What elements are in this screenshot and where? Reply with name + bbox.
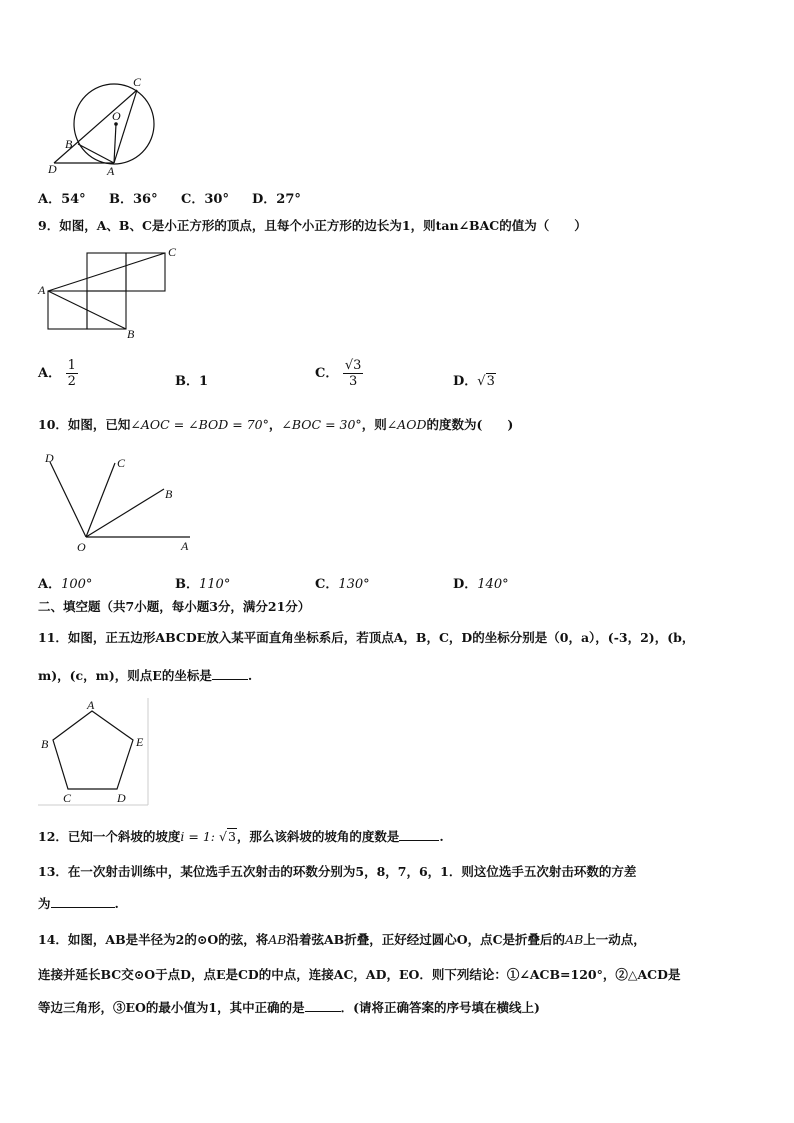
q14-arc-2: AB bbox=[565, 932, 584, 947]
q9-option-a-prefix: A． bbox=[38, 366, 62, 381]
section-2-heading: 二、填空题（共7小题，每小题3分，满分21分） bbox=[38, 599, 311, 614]
q10-label-C: C bbox=[117, 456, 126, 470]
q8-option-c[interactable]: C．30° bbox=[181, 192, 229, 207]
q13-line-2: 为 . bbox=[38, 896, 119, 911]
q9-option-b[interactable]: B．1 bbox=[175, 374, 209, 389]
q9-option-a-denominator: 2 bbox=[67, 374, 76, 389]
q13-line-1: 13．在一次射击训练中，某位选手五次射击的环数分别为5，8，7，6，1．则这位选手五次射击环数的方差 bbox=[38, 864, 637, 879]
q14-answer-blank[interactable] bbox=[305, 999, 341, 1012]
q10-option-b[interactable]: B．110° bbox=[175, 577, 231, 592]
q9-label-C: C bbox=[168, 245, 177, 259]
q10-option-a[interactable]: A．100° bbox=[38, 577, 93, 592]
q9-line-AC bbox=[48, 253, 165, 291]
q10-option-d[interactable]: D．140° bbox=[453, 577, 509, 592]
q14-line-3: 等边三角形，③EO的最小值为1，其中正确的是 ．(请将正确答案的序号填在横线上) bbox=[38, 1000, 540, 1015]
q10-label-A: A bbox=[181, 539, 189, 553]
q8-label-C: C bbox=[133, 75, 142, 89]
q11-line-2: m)，(c，m)，则点E的坐标是 . bbox=[38, 668, 253, 683]
q8-label-B: B bbox=[65, 137, 73, 151]
q10-math-3: ∠AOD bbox=[386, 417, 427, 432]
q9-option-c-numerator: √3 bbox=[344, 358, 362, 373]
q9-square-top-right bbox=[126, 253, 165, 291]
q8-figure bbox=[40, 74, 160, 180]
q10-math-2: ∠BOC = 30° bbox=[281, 417, 362, 432]
q9-option-d[interactable] bbox=[453, 370, 496, 389]
q9-square-bottom-mid bbox=[87, 291, 126, 329]
q10-ray-OC bbox=[86, 463, 115, 537]
q9-option-c-prefix: C． bbox=[315, 366, 339, 381]
q9-label-B: B bbox=[127, 327, 135, 341]
q8-label-D: D bbox=[48, 162, 57, 176]
q8-line-AC bbox=[114, 90, 137, 163]
q11-label-E: E bbox=[136, 735, 144, 749]
q14-arc-1: AB bbox=[268, 932, 287, 947]
q9-option-c-fraction bbox=[343, 358, 364, 389]
q9-option-a-fraction bbox=[66, 358, 78, 389]
q9-option-d-prefix: D． bbox=[453, 374, 478, 389]
q11-line-1: 11．如图，正五边形ABCDE放入某平面直角坐标系后，若顶点A，B，C，D的坐标分别是（0，a），(-3，2)，(b， bbox=[38, 630, 695, 645]
q9-option-d-sqrt: √3 bbox=[477, 374, 495, 389]
q8-label-O: O bbox=[112, 109, 121, 123]
q11-label-A: A bbox=[87, 698, 95, 712]
q9-label-A: A bbox=[38, 283, 46, 297]
q14-line-2: 连接并延长BC交⊙O于点D，点E是CD的中点，连接AC，AD，EO．则下列结论：①∠ACB=120°，②△ACD是 bbox=[38, 967, 681, 982]
q10-stem: 10．如图，已知∠AOC = ∠BOD = 70°，∠BOC = 30°，则∠AOD的度数为( ) bbox=[38, 417, 514, 432]
q9-square-bottom-left bbox=[48, 291, 87, 329]
q9-stem: 9．如图，A、B、C是小正方形的顶点，且每个小正方形的边长为1，则tan∠BAC的值为（ ） bbox=[38, 218, 587, 233]
q11-figure bbox=[38, 698, 152, 806]
q9-option-a[interactable] bbox=[38, 358, 78, 389]
q9-figure bbox=[36, 242, 186, 342]
q10-ray-OB bbox=[86, 489, 164, 537]
q11-label-D: D bbox=[117, 791, 126, 805]
q12-stem: 12．已知一个斜坡的坡度i = 1: √3，那么该斜坡的坡角的度数是 . bbox=[38, 829, 444, 844]
q11-label-B: B bbox=[41, 737, 49, 751]
q11-label-C: C bbox=[63, 791, 72, 805]
q11-pentagon bbox=[53, 711, 133, 789]
q8-option-a[interactable]: A．54° bbox=[38, 192, 86, 207]
q9-option-c-denominator: 3 bbox=[349, 374, 358, 389]
q10-option-c[interactable]: C．130° bbox=[315, 577, 370, 592]
q9-option-c[interactable] bbox=[315, 358, 363, 389]
q9-option-a-numerator: 1 bbox=[67, 358, 76, 373]
q13-answer-blank[interactable] bbox=[51, 895, 115, 908]
q11-answer-blank[interactable] bbox=[212, 667, 248, 680]
q8-option-d[interactable]: D．27° bbox=[252, 192, 301, 207]
q12-math: i = 1: bbox=[180, 829, 219, 844]
q10-figure bbox=[38, 450, 198, 554]
q10-label-B: B bbox=[165, 487, 173, 501]
q8-option-b[interactable]: B．36° bbox=[109, 192, 158, 207]
q12-answer-blank[interactable] bbox=[399, 828, 439, 841]
q12-sqrt: √3 bbox=[218, 829, 236, 844]
q10-label-O: O bbox=[77, 540, 86, 554]
q10-math-1: ∠AOC = ∠BOD = 70° bbox=[130, 417, 269, 432]
q10-label-D: D bbox=[45, 451, 54, 465]
q10-ray-OD bbox=[50, 462, 86, 537]
q8-label-A: A bbox=[107, 164, 115, 178]
q8-line-DC bbox=[54, 90, 137, 163]
q14-line-1: 14．如图，AB是半径为2的⊙O的弦，将AB沿着弦AB折叠，正好经过圆心O，点C是折叠后的AB上一动点， bbox=[38, 932, 646, 947]
